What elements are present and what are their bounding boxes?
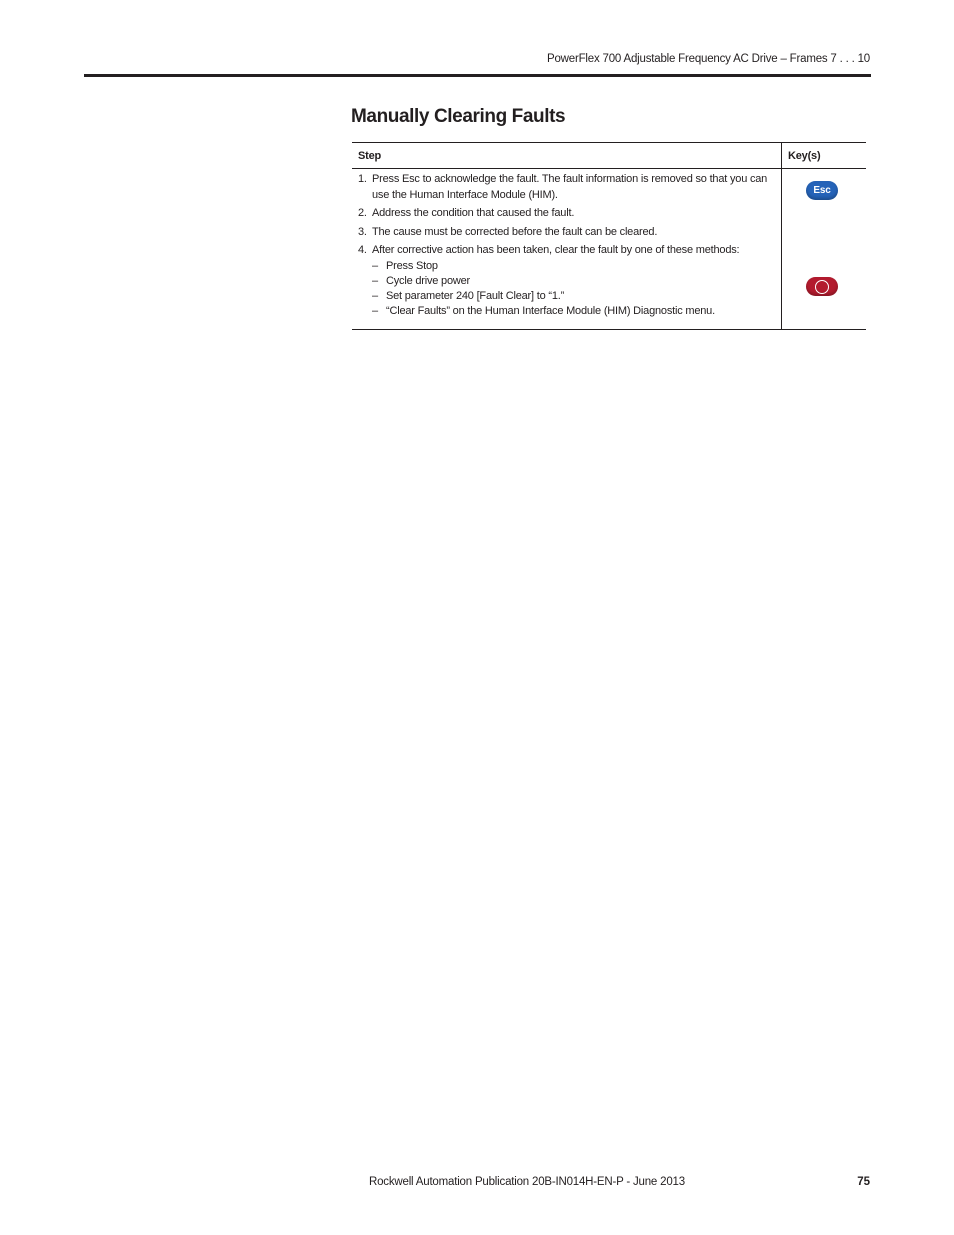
dash-bullet: – [372,290,378,303]
method-item [372,259,775,274]
step-item [358,225,775,241]
step-text: Address the condition that caused the fault. [372,207,575,219]
step-number: 3. [358,225,367,238]
steps-table [352,142,866,330]
footer-publication: Rockwell Automation Publication 20B-IN014H-EN-P - June 2013 [369,1176,685,1188]
running-header: PowerFlex 700 Adjustable Frequency AC Drive – Frames 7 . . . 10 [547,53,870,65]
dash-bullet: – [372,274,378,287]
step-column-header: Step [352,143,782,169]
keys-cell [782,169,867,330]
esc-key-icon: Esc [806,181,838,200]
method-text: Press Stop [386,259,438,272]
method-item [372,274,775,289]
step-number: 1. [358,173,367,185]
dash-bullet: – [372,259,378,272]
step-body [372,243,775,320]
stop-ring-icon [815,280,829,294]
step-item [358,206,775,222]
stop-key-icon [806,277,838,296]
step-text: After corrective action has been taken, clear the fault by one of these methods: [372,244,740,256]
method-item [372,289,775,304]
step-number: 2. [358,207,367,219]
dash-bullet: – [372,305,378,318]
step-number: 4. [358,244,367,256]
steps-cell [352,169,782,330]
page-number: 75 [857,1176,870,1188]
section-title: Manually Clearing Faults [351,106,566,127]
step-item [358,243,775,320]
header-rule [84,74,871,77]
method-item [372,304,775,319]
step-item [358,172,775,203]
step-text: The cause must be corrected before the fault can be cleared. [372,225,658,238]
step-text: Press Esc to acknowledge the fault. The fault information is removed so that you can use the Human Interface Module (HIM). [372,173,768,201]
method-text: Set parameter 240 [Fault Clear] to “1.” [386,290,565,303]
method-text: “Clear Faults” on the Human Interface Module (HIM) Diagnostic menu. [386,305,715,318]
table-row [352,169,866,330]
table-header-row [352,143,866,169]
method-text: Cycle drive power [386,274,471,287]
keys-column-header: Key(s) [782,143,867,169]
